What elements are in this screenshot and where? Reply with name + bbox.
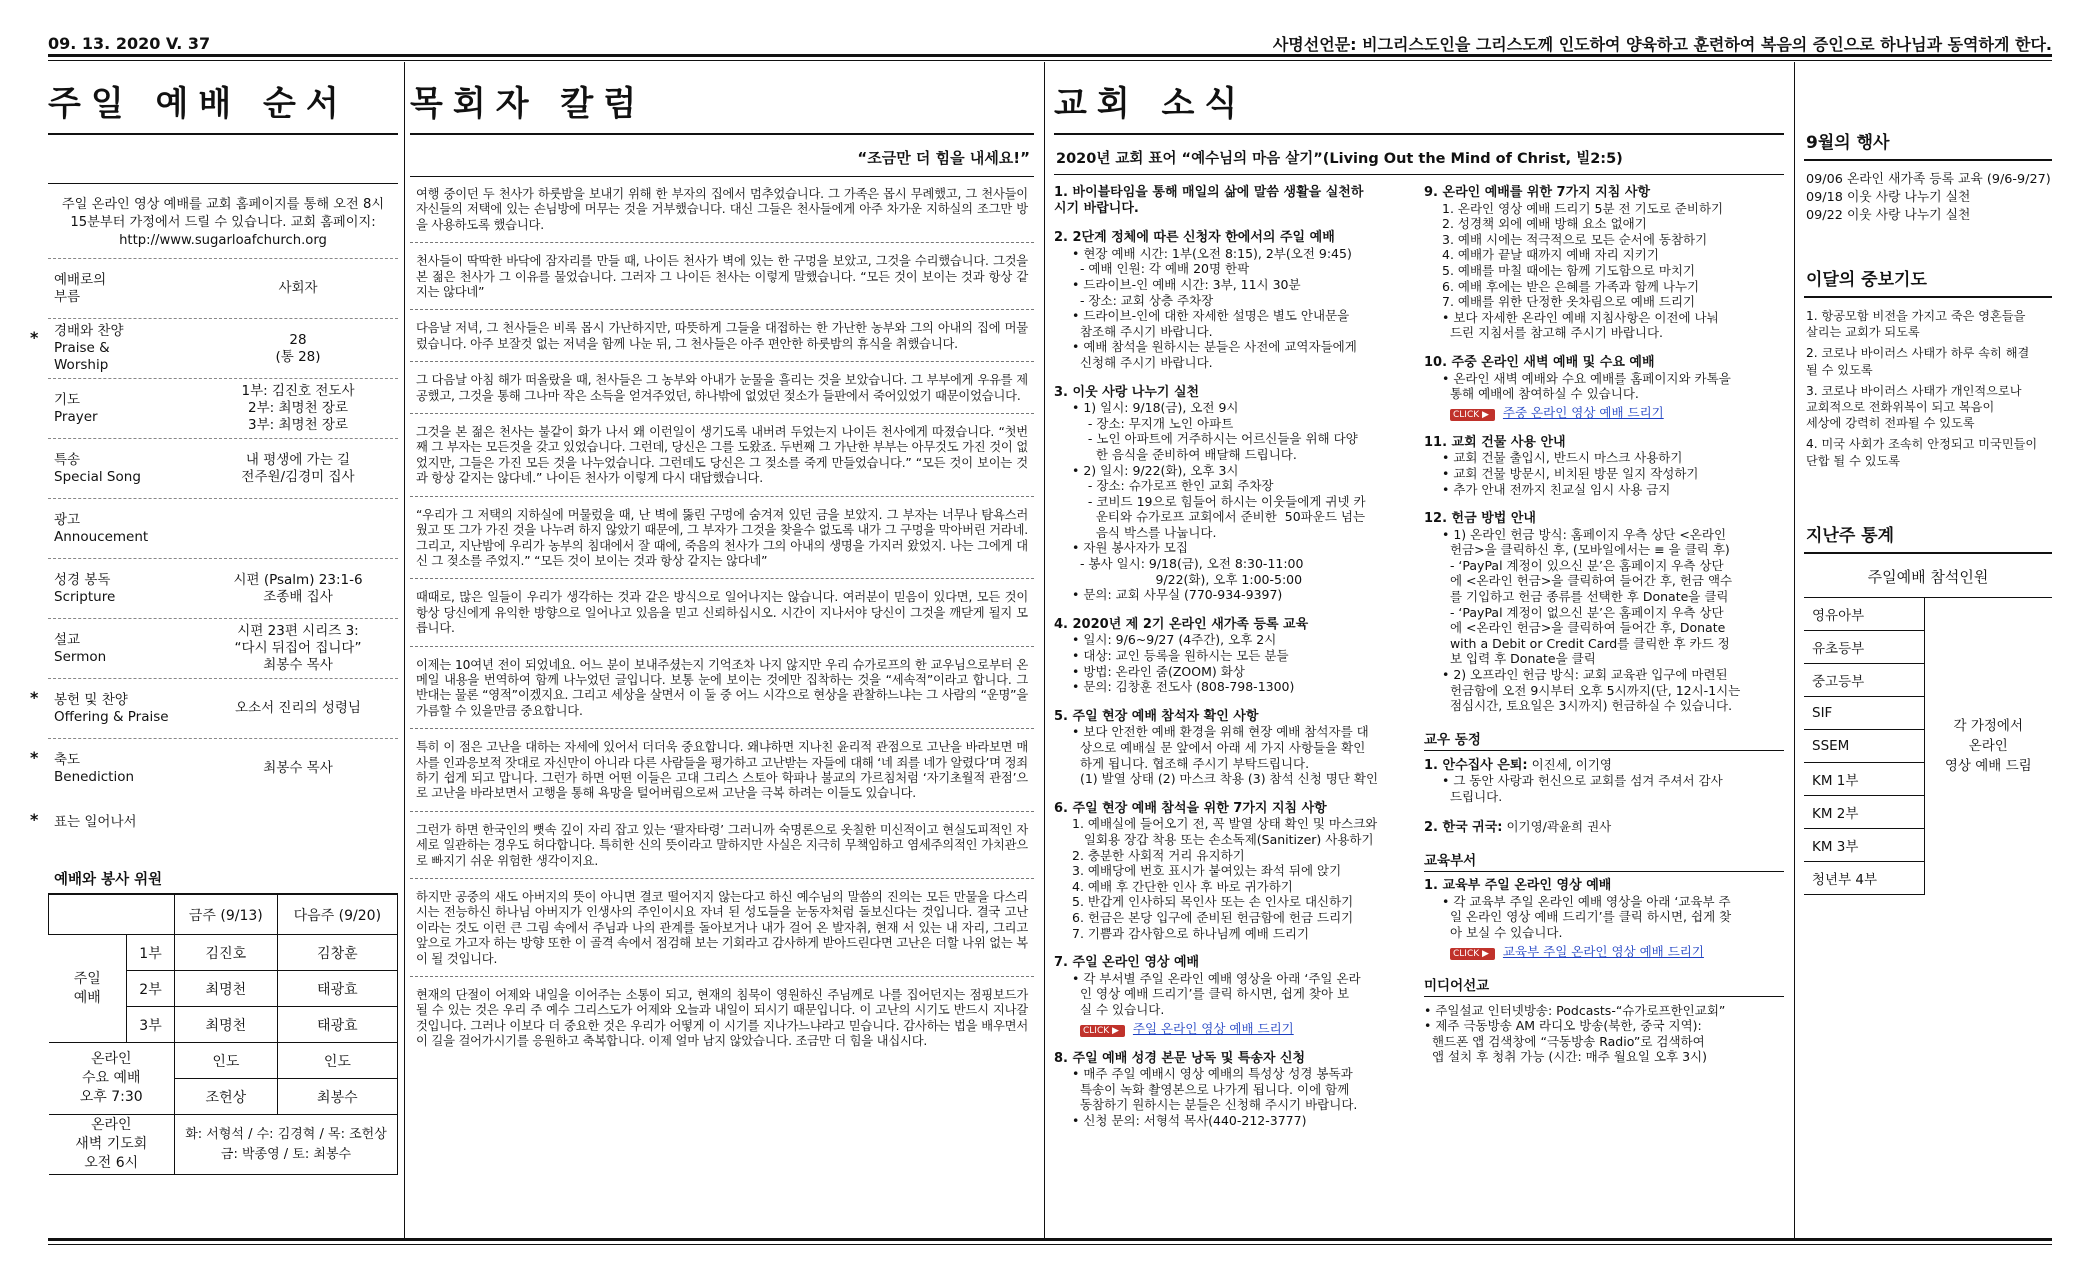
news-item-title: 12. 헌금 방법 안내: [1424, 511, 1536, 527]
news-item-line: • 예배 참석을 원하시는 분들은 사전에 교역자들에게 신청해 주시기 바랍니다.: [1072, 339, 1357, 370]
worship-order-item: [30, 678, 398, 738]
date-volume: 09. 13. 2020 V. 37: [48, 33, 211, 53]
required-star: *: [30, 328, 39, 347]
news-item: [1054, 185, 1414, 216]
news-item-line: • 현장 예배 시간: 1부(오전 8:15), 2부(오전 9:45): [1072, 245, 1352, 261]
order-item-presenter: 내 평생에 가는 길 전주원/김경미 집사: [241, 451, 355, 485]
news-item-title: 7. 주일 온라인 영상 예배: [1054, 955, 1200, 971]
news-item-line: • 방법: 온라인 줌(ZOOM) 화상: [1072, 663, 1245, 679]
news-item-title: 5. 주일 현장 예배 참석자 확인 사항: [1054, 708, 1259, 724]
order-item-name: 설교 Sermon: [54, 631, 107, 665]
news-item-line: (1) 발열 상태 (2) 마스크 착용 (3) 참석 신청 명단 확인: [1072, 771, 1379, 787]
news-item-line: 5. 예배를 마칠 때에는 함께 기도함으로 마치기: [1442, 262, 1696, 278]
member-news-item: [1424, 819, 1784, 836]
header-rule-thin: [48, 60, 2052, 61]
news-item-line: • 온라인 새벽 예배와 수요 예배를 홈페이지와 카톡을 통해 예배에 참여하실 수 있습니다.: [1442, 370, 1731, 402]
news-item: [1054, 1051, 1414, 1129]
news-item-line: 2. 충분한 사회적 거리 유지하기: [1072, 847, 1245, 863]
news-item-line: 1. 예배실에 들어오기 전, 꼭 발열 상태 확인 및 마스크와 일회용 장갑 착용 또는 손소독제(Sanitizer) 사용하기: [1072, 816, 1378, 847]
online-worship-intro: 주일 온라인 영상 예배를 교회 홈페이지를 통해 오전 8시 15분부터 가정에서 드릴 수 있습니다. 교회 홈페이지: http://www.sugarloafchurch.org: [48, 183, 398, 258]
news-item: [1424, 878, 1784, 959]
pastor-column-body: [410, 177, 1034, 1059]
member-news-line: • 그 동안 사랑과 헌신으로 교회를 섬겨 주셔서 감사 드립니다.: [1442, 773, 1723, 804]
dawn-schedule: 화: 서형석 / 수: 김경혁 / 목: 조헌상 금: 박종영 / 토: 최봉수: [175, 1115, 398, 1175]
news-item-title: 1. 바이블타임을 통해 매일의 삶에 말씀 생활을 실천하 시기 바랍니다.: [1054, 185, 1364, 216]
news-item-line: • 1) 온라인 헌금 방식: 홈페이지 우측 상단 <온라인 헌금>을 클릭하신 후, (모바일에서는 ≡ 을 클릭 후) - ‘PayPal 계정이 있으신 분’은 홈페이지 우측 상단 에 <온라인 헌금>을 클릭하여 들어간 후, 헌금 액수 를 기입하고 헌금 종류를 선택한 후 Donate을 클릭 - ‘PayPal 계정이 없으신 분’은 홈페이지 우측 상단 에 <온라인 헌금>을 클릭하여 들어간 후, Donate with a Debit or Credit Card를 클릭한 후 카드 정 보 입력 후 Donate을 클릭: [1442, 526, 1733, 667]
news-item-line: 4. 예배가 끝날 때까지 예배 자리 지키기: [1442, 247, 1659, 263]
attendance-group: KM 1부: [1804, 763, 1924, 796]
news-item-line: • 교회 건물 출입시, 반드시 마스크 사용하기: [1442, 450, 1683, 466]
sunday-part: 2부: [127, 971, 175, 1007]
video-worship-link[interactable]: [1424, 405, 1784, 421]
attendance-group: 청년부 4부: [1804, 862, 1924, 895]
stand-star: *: [30, 810, 39, 829]
column-paragraph: 현재의 단절이 어제와 내일을 이어주는 소통이 되고, 현재의 침묵이 영원하신 주님께로 나를 집어던지는 점핑보드가 될 수 있는 것은 우리 주 예수 그리스도가 어제와 오늘과 내일이 되시기 때문입니다. 이 고난의 시기도 반드시 지나갈 것입니다. 그러나 이보다 더 중요한 것은 우리가 어떻게 이 시기를 지나가느냐라고 믿습니다. 감사하는 법을 배우면서 이 길을 걸어가시기를 응원하고 축복합니다. 이제 얼마 남지 않았습니다. 조금만 더 힘을 내십시다.: [416, 988, 1028, 1049]
news-item-line: • 교회 건물 방문시, 비치된 방문 일지 작성하기: [1442, 465, 1699, 481]
click-arrow-icon: CLICK ▶: [1450, 409, 1495, 421]
news-item-line: • 1) 일시: 9/18(금), 오전 9시: [1072, 400, 1239, 416]
order-item-name: 경배와 찬양 Praise & Worship: [54, 323, 124, 373]
news-item-line: • 문의: 김창훈 전도사 (808-798-1300): [1072, 679, 1295, 695]
member-news-title: 교우 동정: [1424, 728, 1784, 751]
worship-order-title: 주일 예배 순서: [48, 70, 398, 135]
news-item-line: - 장소: 무지개 노인 아파트: [1072, 415, 1234, 431]
news-item-line: • 신청 문의: 서형석 목사(440-212-3777): [1072, 1112, 1307, 1128]
member-news-heading: [1424, 757, 1784, 774]
news-item-line: 1. 온라인 영상 예배 드리기 5분 전 기도로 준비하기: [1442, 200, 1724, 216]
order-item-presenter: 28 (통 28): [275, 331, 321, 365]
pastor-column-subtitle: “조금만 더 힘을 내세요!”: [410, 135, 1034, 177]
video-worship-link[interactable]: [1054, 1021, 1414, 1037]
stand-note-text: 표는 일어나서: [54, 814, 137, 830]
wednesday-this: 인도: [175, 1043, 278, 1079]
news-item-title: 10. 주중 온라인 새벽 예배 및 수요 예배: [1424, 354, 1655, 370]
attendance-group: KM 3부: [1804, 829, 1924, 862]
attendance-row: [1804, 598, 2052, 631]
news-item-line: - 봉사 일시: 9/18(금), 오전 8:30-11:00 9/22(화), 오후 1:00-5:00: [1079, 556, 1304, 587]
news-item-title: 11. 교회 건물 사용 안내: [1424, 434, 1566, 450]
news-item-line: • 추가 안내 전까지 친교실 임시 사용 금지: [1442, 481, 1671, 497]
member-news-title: 2. 한국 귀국:: [1424, 819, 1503, 835]
attendance-table: [1804, 598, 2052, 896]
sunday-group-label: 주일 예배: [49, 935, 127, 1043]
worship-order-item: [48, 618, 398, 678]
news-item-line: • 문의: 교회 사무실 (770-934-9397): [1072, 587, 1283, 603]
worship-order-item: [48, 258, 398, 318]
news-item-title: 2. 2단계 정체에 따른 신청자 한에서의 주일 예배: [1054, 230, 1335, 246]
wednesday-next: 인도: [277, 1043, 397, 1079]
news-item-line: 5. 반갑게 인사하되 목인사 또는 손 인사로 대신하기: [1072, 894, 1354, 910]
news-item: [1054, 709, 1414, 787]
sunday-this: 최명천: [175, 971, 278, 1007]
video-worship-link-text[interactable]: 교육부 주일 온라인 영상 예배 드리기: [1502, 943, 1704, 959]
order-item-name: 기도 Prayer: [54, 391, 98, 425]
events-title: 9월의 행사: [1804, 124, 2052, 161]
news-item-line: 3. 예배 시에는 적극적으로 모든 순서에 동참하기: [1442, 231, 1708, 247]
news-item-line: • 드라이브-인 예배 시간: 3부, 11시 30분: [1072, 276, 1301, 292]
click-arrow-icon: CLICK ▶: [1450, 948, 1495, 960]
servants-col-this: 금주 (9/13): [175, 895, 278, 935]
prayer-item: 3. 코로나 바이러스 사태가 개인적으로나 교회적으로 전화위복이 되고 복음이 세상에 강력히 전파될 수 있도록: [1806, 383, 2022, 431]
prayer-item: 2. 코로나 바이러스 사태가 하루 속히 해결 될 수 있도록: [1806, 346, 2030, 377]
news-item-line: 7. 기쁨과 감사함으로 하나님께 예배 드리기: [1072, 925, 1310, 941]
order-item-presenter: 1부: 김진호 전도사 2부: 최명천 장로 3부: 최명천 장로: [241, 383, 355, 433]
worship-order-item: [48, 558, 398, 618]
wednesday-next: 최봉수: [277, 1079, 397, 1115]
news-item: [1054, 617, 1414, 695]
news-item-line: 3. 예배당에 번호 표시가 붙여있는 좌석 뒤에 앉기: [1072, 863, 1342, 879]
pastor-column-title: 목회자 칼럼: [410, 70, 1034, 135]
order-item-presenter: 사회자: [278, 280, 318, 296]
servants-col-next: 다음주 (9/20): [277, 895, 397, 935]
order-item-name: 광고 Annoucement: [54, 511, 149, 545]
sunday-next: 태광효: [277, 1007, 397, 1043]
news-item-title: 6. 주일 현장 예배 참석을 위한 7가지 지침 사항: [1054, 800, 1327, 816]
column-paragraph: 다음날 저녁, 그 천사들은 비록 몹시 가난하지만, 따뜻하게 그들을 대접하는 한 가난한 농부와 그의 아내의 집에 머물렀습니다. 아주 보잘것 없는 저녁을 함께 나눈 뒤, 그 천사들은 아주 편안한 하룻밤의 휴식을 취했습니다.: [410, 321, 1034, 362]
news-item-line: 2. 성경책 외에 예배 방해 요소 없애기: [1442, 216, 1647, 232]
education-title: 교육부서: [1424, 849, 1784, 872]
column-paragraph: 그 다음날 아침 해가 떠올랐을 때, 천사들은 그 농부와 아내가 눈물을 흘리는 것을 보았습니다. 그 부부에게 우유를 제공했고, 그것을 통해 그나마 작은 소득을 얻겨주었던, 하나밖에 없었던 젖소가 들판에서 죽어있었기 때문이었습니다.: [410, 373, 1034, 414]
news-item: [1424, 185, 1784, 341]
column-paragraph: 때때로, 많은 일들이 우리가 생각하는 것과 같은 방식으로 일어나지는 않습니다. 여러분이 믿음이 있다면, 모든 것이 항상 당신에게 유익한 방향으로 일어나고 있음을 믿고 신뢰하십시오. 시간이 지나서야 당신이 그것을 깨닫게 될지 모릅니다.: [410, 590, 1034, 646]
servants-corner: [49, 895, 175, 935]
sidebar-column: [1804, 70, 2052, 1234]
column-paragraph: 여행 중이던 두 천사가 하룻밤을 보내기 위해 한 부자의 집에서 멈추었습니다. 그 가족은 몹시 무례했고, 그 천사들이 자신들의 저택에 있는 손님방에 머무는 것을 거부했습니다. 대신 그들은 천사들에게 아주 차가운 지하실의 조그만 방을 사용하도록 했습니다.: [410, 187, 1034, 243]
news-item: [1054, 385, 1414, 603]
news-item-line: • 자원 봉사자가 모집: [1072, 540, 1188, 556]
news-item-line: - 코비드 19으로 힘들어 하시는 이웃들에게 귀넷 카 운티와 슈가로프 교회에서 준비한 50파운드 넘는 음식 박스를 나눕니다.: [1087, 493, 1366, 540]
news-left-list: [1054, 185, 1414, 1142]
click-arrow-icon: CLICK ▶: [1080, 1025, 1125, 1037]
stats-title: 지난주 통계: [1804, 517, 2052, 554]
column-paragraph: 천사들이 딱딱한 바닥에 잠자리를 만들 때, 나이든 천사가 벽에 있는 한 구멍을 보았고, 그것을 수리했습니다. 그것을 본 젊은 천사가 그 이유를 물었습니다. 그러자 그 나이든 천사는 이렇게 말했습니다. “모든 것이 보이는 것과 항상 같지는 않다네”: [410, 254, 1034, 310]
event-item: 09/06 온라인 새가족 등록 교육 (9/6-9/27): [1806, 172, 2051, 187]
worship-order-item: [48, 438, 398, 498]
header-rule: [48, 54, 2052, 57]
news-item-title: 4. 2020년 제 2기 온라인 새가족 등록 교육: [1054, 616, 1309, 632]
news-item-line: • 각 부서별 주일 온라인 예배 영상을 아래 ‘주일 온라 인 영상 예배 드리기’를 클릭 하시면, 쉽게 찾아 보 실 수 있습니다.: [1072, 970, 1361, 1017]
media-title: 미디어선교: [1424, 974, 1784, 997]
news-item-title: 1. 교육부 주일 온라인 영상 예배: [1424, 878, 1612, 894]
sunday-this: 최명천: [175, 1007, 278, 1043]
sunday-next: 태광효: [277, 971, 397, 1007]
worship-order-item: [48, 378, 398, 438]
sunday-part: 1부: [127, 935, 175, 971]
column-divider: [404, 62, 405, 1238]
prayer-item: 4. 미국 사회가 조속히 안정되고 미국민들이 단합 될 수 있도록: [1806, 437, 2038, 468]
required-star: *: [30, 748, 39, 767]
church-news-column: [1054, 70, 1784, 1234]
worship-order-item: [30, 738, 398, 798]
attendance-group: 영유아부: [1804, 598, 1924, 631]
event-item: 09/18 이웃 사랑 나누기 실천: [1806, 190, 1971, 205]
news-item-line: 7. 예배를 위한 단정한 옷차림으로 예배 드리기: [1442, 294, 1696, 310]
attendance-group: 유초등부: [1804, 631, 1924, 664]
news-item-line: • 일시: 9/6~9/27 (4주간), 오후 2시: [1072, 632, 1277, 648]
media-line: • 제주 극동방송 AM 라디오 방송(북한, 중국 지역): 핸드폰 앱 검색창에 “극동방송 Radio”로 검색하여 앱 설치 후 청취 가능 (시간: 매주 월요일 오후 3시): [1424, 1018, 1707, 1065]
news-item-title: 3. 이웃 사랑 나누기 실천: [1054, 384, 1200, 400]
column-paragraph: “우리가 그 저택의 지하실에 머물렀을 때, 난 벽에 뚫린 구멍에 숨겨져 있던 금을 보았지. 그 부자는 너무나 탐욕스러웠고 또 그가 가진 것을 나누려 하지 않았기 때문에, 그 부자가 그것을 찾을수 없도록 내가 그 구멍을 막아버린 거라네. 그리고, 지난밤에 우리가 농부의 침대에서 잘 때에, 죽음의 천사가 그의 아내의 생명을 가지러 왔었지. 나는 그에게 대신 그 젖소를 주었지.” “모든 것이 보이는 것과 항상 같지는 않다네”: [410, 508, 1034, 580]
video-worship-link[interactable]: [1424, 944, 1784, 960]
servants-table: [48, 894, 398, 1175]
stand-note: [30, 810, 398, 830]
order-item-presenter: 시편 (Psalm) 23:1-6 조종배 집사: [233, 571, 363, 605]
sunday-next: 김창훈: [277, 935, 397, 971]
member-news-title: 1. 안수집사 은퇴:: [1424, 757, 1528, 773]
news-item-line: • 드라이브-인에 대한 자세한 설명은 별도 안내문을 참조해 주시기 바랍니다.: [1072, 308, 1350, 339]
attendance-group: SSEM: [1804, 730, 1924, 763]
news-item-title: 9. 온라인 예배를 위한 7가지 지침 사항: [1424, 185, 1650, 200]
news-item: [1424, 355, 1784, 421]
member-news-heading: [1424, 819, 1784, 836]
news-item-line: • 2) 일시: 9/22(화), 오후 3시: [1072, 462, 1239, 478]
order-item-presenter: 시편 23편 시리즈 3: “다시 뒤집어 집니다” 최봉수 목사: [234, 623, 362, 673]
member-news-item: [1424, 757, 1784, 805]
footer-rule: [48, 1238, 2052, 1241]
attendance-note: 각 가정에서 온라인 영상 예배 드림: [1924, 598, 2052, 895]
event-item: 09/22 이웃 사랑 나누기 실천: [1806, 208, 1971, 223]
news-item-line: - 노인 아파트에 거주하시는 어르신들을 위해 다양 한 음식을 준비하여 배달해 드립니다.: [1087, 431, 1358, 462]
order-item-name: 특송 Special Song: [54, 451, 141, 485]
sunday-this: 김진호: [175, 935, 278, 971]
column-paragraph: 그것을 본 젊은 천사는 불같이 화가 나서 왜 이런일이 생기도록 내버려 두었는지 나이든 천사에게 따졌습니다. “첫번째 그 부자는 모든것을 갖고 있었습니다. 그런데, 당신은 그를 도왔죠. 두번째 그 가난한 부부는 아무것도 가진 것이 없었지만, 그들은 가진 모든 것을 나누었습니다. 그런데도 당신은 그 젖소를 죽게 만들었습니다.” “모든 것이 보이는 것과 항상 같지는 않다네.” 나이든 천사가 이렇게 다시 대답했습니다.: [410, 425, 1034, 497]
news-item-title: 8. 주일 예배 성경 본문 낭독 및 특송자 신청: [1054, 1050, 1306, 1066]
column-paragraph: 하지만 공중의 새도 아버지의 뜻이 아니면 결코 떨어지지 않는다고 하신 예수님의 말씀의 진의는 모든 만물을 다스리시는 전능하신 하나님 아버지가 인생사의 주인이시요 자녀 된 성도들을 눈동자처럼 돌보신다는 것입니다. 결국 고난이라는 것도 이런 큰 그림 속에서 주님과 나의 관계를 돌아보거나 내가 걸어 온 발자취, 현재 서 있는 내 자리, 그리고 앞으로 가고자 하는 방향 또한 이 골격 속에서 점검해 보는 기회라고 감사하게 받아드린다면 고난은 더할 나위 없는 복이 될 것입니다.: [410, 890, 1034, 977]
news-item-line: • 보다 안전한 예배 환경을 위해 현장 예배 참석자를 대 상으로 예배실 문 앞에서 아래 세 가지 사항들을 확인 하게 됩니다. 협조해 주시기 부탁드립니다.: [1072, 724, 1369, 771]
events-list: [1804, 161, 2052, 225]
required-star: *: [30, 688, 39, 707]
column-divider: [1794, 62, 1795, 1238]
news-item-line: • 각 교육부 주일 온라인 예배 영상을 아래 ‘교육부 주 일 온라인 영상 예배 드리기’를 클릭 하시면, 쉽게 찾 아 보실 수 있습니다.: [1442, 893, 1732, 940]
news-item: [1424, 511, 1784, 714]
church-theme: 2020년 교회 표어 “예수님의 마음 살기”(Living Out the Mind of Christ, 빌2:5): [1054, 135, 1784, 175]
servants-title: 예배와 봉사 위원: [48, 864, 398, 894]
attendance-title: 주일예배 참석인원: [1804, 554, 2052, 598]
footer-rule-thin: [48, 1244, 2052, 1245]
media-line: • 주일설교 인터넷방송: Podcasts-“슈가로프한인교회”: [1424, 1002, 1726, 1018]
wednesday-group-label: 온라인 수요 예배 오후 7:30: [49, 1043, 175, 1115]
news-item-line: • 대상: 교인 등록을 원하시는 모든 분들: [1072, 648, 1289, 664]
column-paragraph: 특히 이 점은 고난을 대하는 자세에 있어서 더더욱 중요합니다. 왜냐하면 지나친 윤리적 관점으로 고난을 바라보면 매사를 인과응보적 잣대로 자신만이 아니라 다른 사람들을 평가하고 고난받는 자들에 대해 ‘네 죄를 네가 알렸다’며 정죄하기 쉽게 되고 맙니다. 그런가 하면 어떤 이들은 고대 그리스 스토아 학파나 불교의 가르침처럼 ‘자기초월적 관점’으로 고난을 바라보면서 고행을 통해 욕망을 털어버림으로써 고난을 극복 하려는 이들도 있습니다.: [410, 740, 1034, 812]
order-item-presenter: 오소서 진리의 성령님: [235, 700, 361, 716]
column-divider: [1044, 62, 1045, 1238]
column-paragraph: 그런가 하면 한국인의 뼛속 깊이 자리 잡고 있는 ‘팔자타령’ 그러니까 숙명론으로 옷칠한 미신적이고 현실도피적인 자세로 일관하는 경우도 허다합니다. 특히한 신의 뜻이라고 말하지만 사실은 지극히 무책임하고 염세주의적인 가치관으로 빠지기 쉬운 위험한 생각이지요.: [410, 823, 1034, 879]
worship-order-list: [30, 258, 398, 798]
news-item-line: - 예배 인원: 각 예배 20명 한팍: [1072, 261, 1250, 277]
news-item: [1054, 955, 1414, 1036]
order-item-presenter: 최봉수 목사: [263, 760, 333, 776]
column-paragraph: 이제는 10여년 전이 되었네요. 어느 분이 보내주셨는지 기억조차 나지 않지만 우리 슈가로프의 한 교우님으로부터 온 메일 내용을 번역하여 함께 나누었던 글입니다. 보통 눈에 보이는 것에만 집착하는 것을 “세속적”이라고 합니다. 그 반대는 물론 “영적”이겠지요. 그리고 세상을 살면서 이 둘 중 어느 시각으로 현상을 관찰하느냐는 그 사람의 “운명”을 가름할 수 있을만큼 중요합니다.: [410, 658, 1034, 730]
prayer-item: 1. 항공모함 비전을 가지고 죽은 영혼들을 살리는 교회가 되도록: [1806, 309, 2026, 340]
news-item: [1054, 801, 1414, 941]
dawn-group-label: 온라인 새벽 기도회 오전 6시: [49, 1115, 175, 1175]
order-item-name: 성경 봉독 Scripture: [54, 571, 116, 605]
attendance-group: SIF: [1804, 697, 1924, 730]
worship-order-column: [30, 70, 398, 1234]
sunday-part: 3부: [127, 1007, 175, 1043]
news-item-line: • 보다 자세한 온라인 예배 지침사항은 이전에 나눠 드린 지침서를 참고해 주시기 바랍니다.: [1442, 309, 1719, 341]
wednesday-this: 조헌상: [175, 1079, 278, 1115]
member-news-names: 이기영/곽윤희 권사: [1502, 818, 1612, 834]
news-item-line: 6. 예배 후에는 받은 은혜를 가족과 함께 나누기: [1442, 278, 1700, 294]
news-item-line: 4. 예배 후 간단한 인사 후 바로 귀가하기: [1072, 878, 1293, 894]
news-item: [1424, 435, 1784, 497]
video-worship-link-text[interactable]: 주일 온라인 영상 예배 드리기: [1132, 1020, 1294, 1036]
prayer-list: [1804, 298, 2052, 469]
news-item-line: - 장소: 슈가로프 한인 교회 주차장: [1072, 478, 1274, 494]
news-item-line: 6. 헌금은 본당 입구에 준비된 헌금함에 헌금 드리기: [1072, 909, 1354, 925]
order-item-name: 예배로의 부름: [54, 271, 107, 305]
worship-order-item: [30, 318, 398, 378]
attendance-group: KM 2부: [1804, 796, 1924, 829]
order-item-name: 봉헌 및 찬양 Offering & Praise: [54, 691, 169, 725]
order-item-name: 축도 Benediction: [54, 751, 135, 785]
pastor-column: [410, 70, 1034, 1234]
member-news-names: 이진세, 이기영: [1527, 756, 1612, 772]
news-item-line: • 2) 오프라인 헌금 방식: 교회 교육관 입구에 마련된 헌금함에 오전 9시부터 오후 5시까지(단, 12시-1시는 점심시간, 토요일은 3시까지) 헌금하실 수 있습니다.: [1442, 667, 1741, 714]
video-worship-link-text[interactable]: 주중 온라인 영상 예배 드리기: [1502, 404, 1664, 420]
news-item-line: • 매주 주일 예배시 영상 예배의 특성상 성경 봉독과 특송이 녹화 촬영본으로 나가게 됩니다. 이에 함께 동참하기 원하시는 분들은 신청해 주시기 바랍니다.: [1072, 1066, 1358, 1113]
prayer-title: 이달의 중보기도: [1804, 261, 2052, 298]
news-item: [1054, 230, 1414, 370]
mission-statement: 사명선언문: 비그리스도인을 그리스도께 인도하여 양육하고 훈련하여 복음의 증인으로 하나님과 동역하게 한다.: [1272, 34, 2052, 54]
news-right-list: [1424, 185, 1784, 1142]
church-news-title: 교회 소식: [1054, 70, 1784, 135]
news-item-line: - 장소: 교회 상층 주차장: [1072, 292, 1214, 308]
worship-order-item: [48, 498, 398, 558]
attendance-group: 중고등부: [1804, 664, 1924, 697]
